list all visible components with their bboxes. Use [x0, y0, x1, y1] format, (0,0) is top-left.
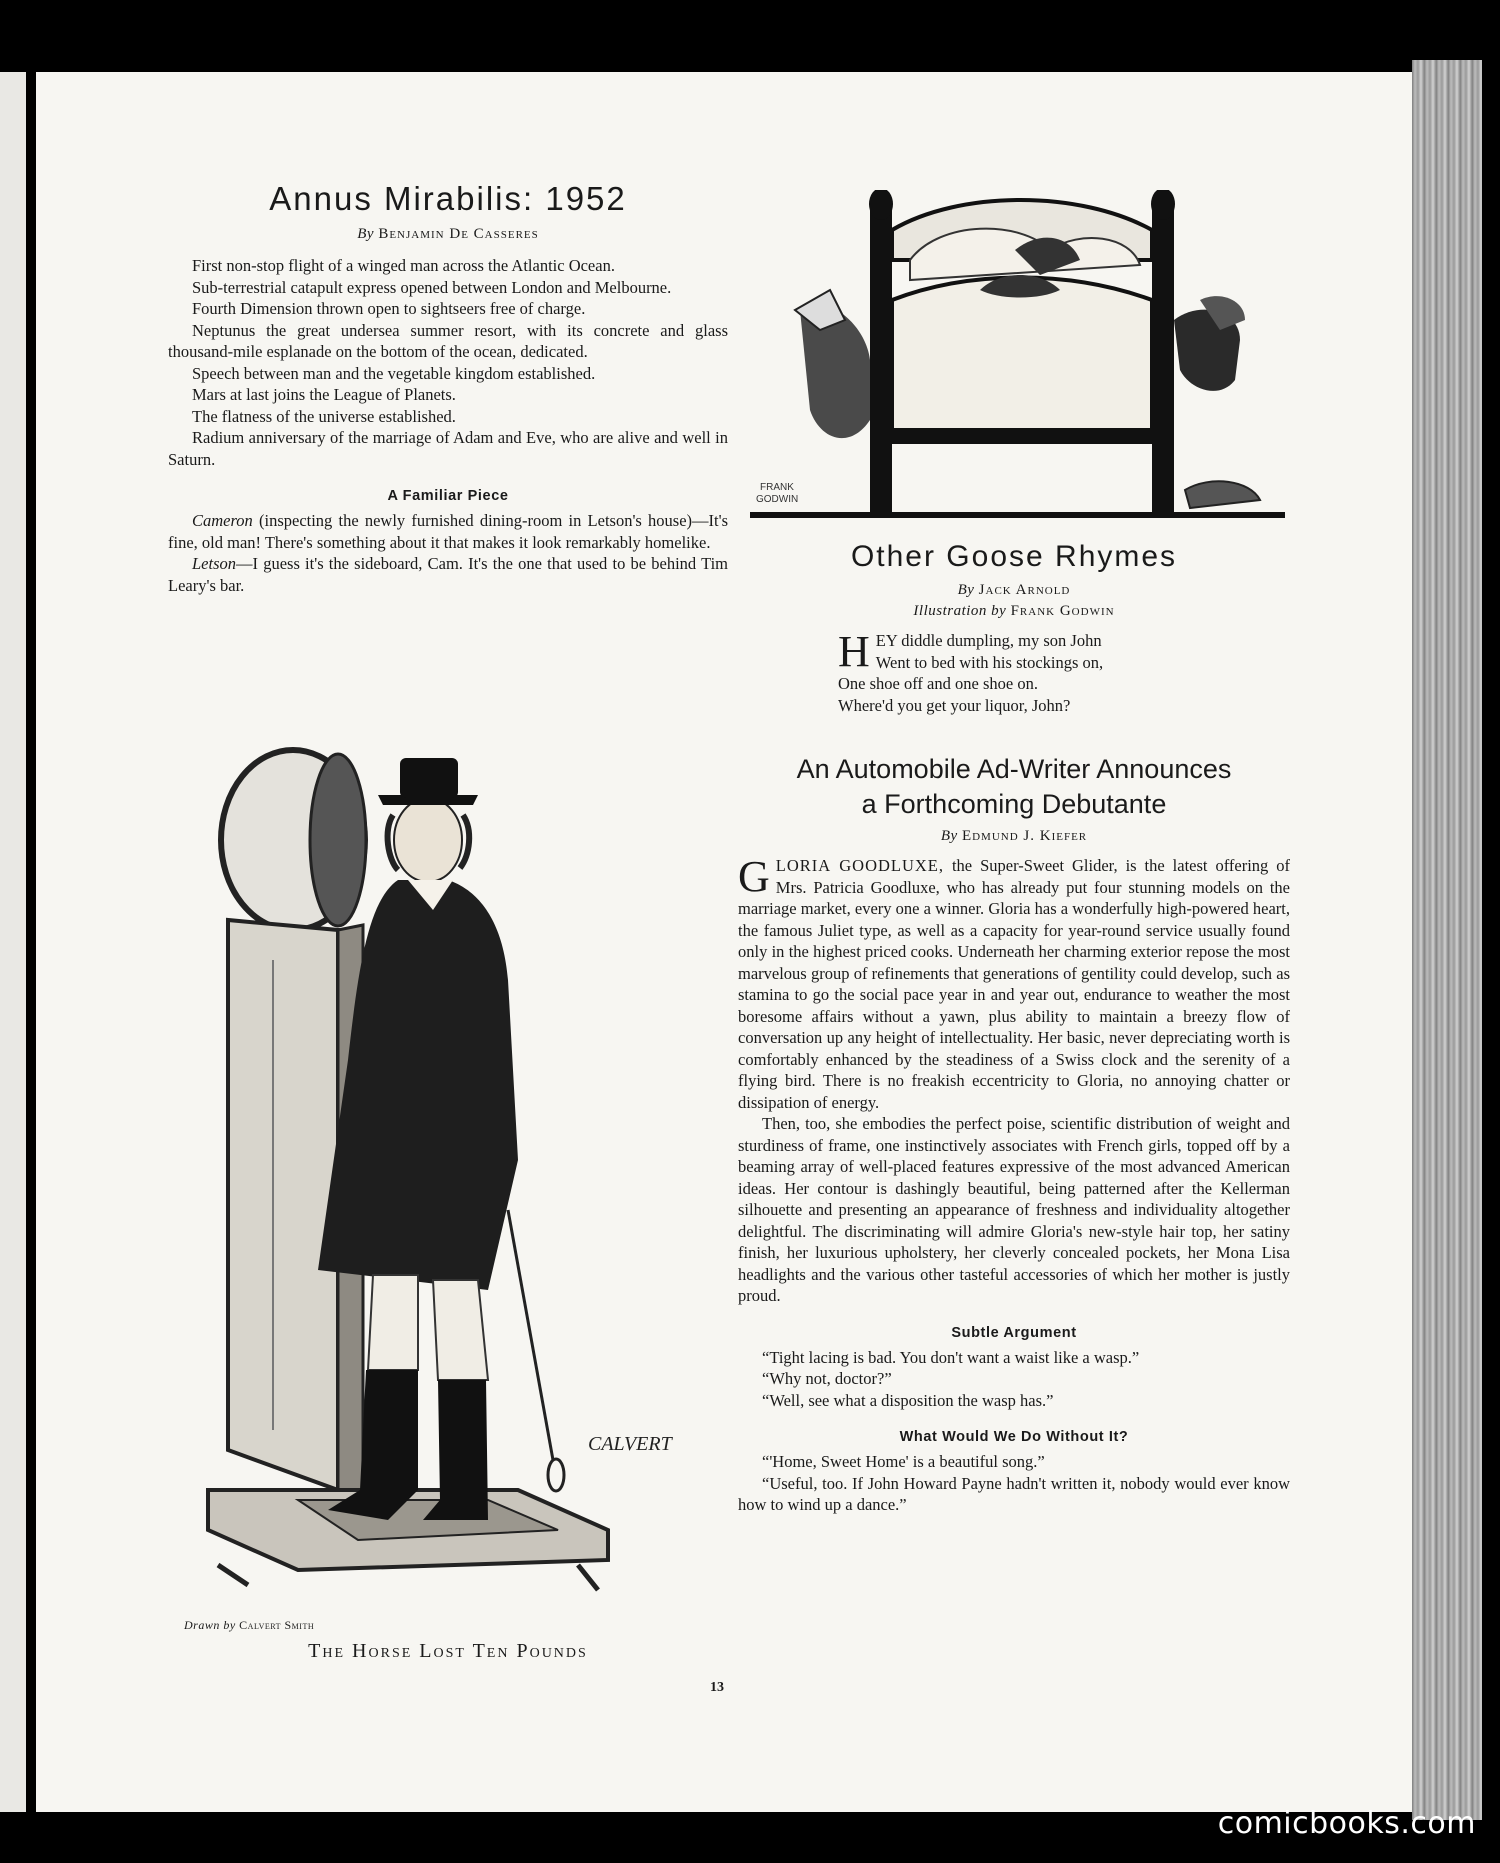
goose-title: Other Goose Rhymes	[850, 540, 1178, 573]
subtle-line: “Well, see what a disposition the wasp has.”	[762, 1390, 1054, 1410]
annus-paragraph: The flatness of the universe established.	[192, 406, 456, 426]
bed-drawing	[740, 190, 1292, 530]
goose-dropcap: H	[838, 627, 870, 676]
goose-illus-credit	[738, 603, 1290, 620]
annus-paragraphs	[168, 255, 728, 470]
auto-author: Edmund J. Kiefer	[961, 828, 1088, 844]
annus-by: By	[357, 226, 375, 242]
goose-author: Jack Arnold	[978, 582, 1071, 598]
subtle-lines	[738, 1347, 1290, 1412]
goose-line-2: Went to bed with his stockings on,	[875, 652, 1104, 672]
familiar-paragraph-1	[168, 510, 728, 553]
goose-illus-prefix: Illustration by	[913, 603, 1007, 619]
auto-section	[738, 752, 1290, 1516]
auto-dropcap: G	[738, 852, 770, 901]
auto-byline	[738, 828, 1290, 845]
book-fore-edge	[1412, 60, 1482, 1820]
auto-paragraph-2: Then, too, she embodies the perfect poise, scientific distribution of weight and sturdiness of frame, one instinctively associates with French girls, topped off by a beaming array of well-placed features expressive of the most advanced American ideas. Her contour is dashingly beautiful, being patterned after the Kellerman silhouette and presenting an appearance of freshness and individuality altogether delightful. The discriminating will admire Gloria's new-style hair top, her satiny finish, her luxurious upholstery, her cleverly concealed pockets, her Mona Lisa headlights and the various other tasteful accessories of which her mother is justly proud.	[738, 1114, 1290, 1305]
horse-signature: CALVERT	[588, 1433, 672, 1455]
page-number: 13	[710, 1680, 724, 1695]
annus-title: Annus Mirabilis: 1952	[269, 180, 627, 217]
bed-signature-2: GODWIN	[756, 494, 799, 505]
familiar-title: A Familiar Piece	[387, 488, 509, 504]
auto-by: By	[940, 828, 958, 844]
annus-author: Benjamin De Casseres	[378, 226, 539, 242]
horse-caption: The Horse Lost Ten Pounds	[308, 1640, 588, 1662]
without-line: “'Home, Sweet Home' is a beautiful song.”	[762, 1452, 1045, 1471]
without-title: What Would We Do Without It?	[899, 1429, 1129, 1445]
horse-credit	[184, 1618, 314, 1633]
subtle-title: Subtle Argument	[951, 1324, 1077, 1341]
auto-p1-rest: the Super-Sweet Glider, is the latest offering of Mrs. Patricia Goodluxe, who has already put four stunning models on the marriage market, every one a winner. Gloria has a wonderfully high-powered heart, the famous Juliet type, as well as a capacity for year-round service usually found only in the highest priced cooks. Underneath her charming exterior repose the most marvelous group of refinements that generations of gentility could develop, such as stamina to go the social pace year in and year out, endurance to weather the most boresome affairs without a yawn, plus ability to maintain a breezy flow of conversation up any height of intellectuality. Her basic, never depreciating worth is comfortably enhanced by the steadiness of a Swiss clock and the serenity of a flying bird. There is no freakish eccentricity to Gloria, no annoying chatter or dissipation of energy.	[738, 856, 1290, 1112]
bed-signature-1: FRANK	[760, 482, 794, 493]
annus-paragraph: First non-stop flight of a winged man across the Atlantic Ocean.	[192, 256, 615, 275]
goose-line-4: Where'd you get your liquor, John?	[838, 695, 1071, 715]
familiar-paragraph-2	[168, 553, 728, 596]
goose-section	[738, 540, 1290, 716]
familiar-speaker-1: Cameron	[192, 511, 253, 530]
bed-illustration	[740, 190, 1292, 530]
familiar-speaker-2: Letson	[192, 554, 237, 573]
left-column	[168, 180, 728, 596]
horse-credit-prefix: Drawn by	[184, 1618, 236, 1632]
goose-byline	[738, 582, 1290, 599]
auto-title-1: An Automobile Ad-Writer Announces	[796, 754, 1232, 784]
annus-paragraph: Speech between man and the vegetable kingdom established.	[192, 363, 596, 383]
goose-by: By	[957, 582, 975, 598]
horse-credit-artist: Calvert Smith	[239, 1618, 315, 1632]
without-lines	[738, 1451, 1290, 1516]
watermark: comicbooks.com	[1217, 1806, 1476, 1841]
annus-paragraph: Sub-terrestrial catapult express opened between London and Melbourne.	[192, 277, 672, 297]
subtle-line: “Tight lacing is bad. You don't want a waist like a wasp.”	[762, 1347, 1140, 1367]
familiar-text-1: (inspecting the newly furnished dining-room in Letson's house)—It's fine, old man! There's something about it that makes it look remarkably homelike.	[168, 511, 728, 552]
annus-byline	[168, 226, 728, 243]
annus-paragraph: Radium anniversary of the marriage of Adam and Eve, who are alive and well in Saturn.	[168, 428, 728, 469]
scale-rider-drawing	[188, 730, 688, 1610]
horse-illustration	[184, 730, 688, 1632]
auto-title-2: a Forthcoming Debutante	[861, 789, 1167, 819]
goose-line-3: One shoe off and one shoe on.	[838, 674, 1038, 693]
previous-page-edge	[0, 72, 26, 1812]
without-line: “Useful, too. If John Howard Payne hadn't written it, nobody would ever know how to wind up a dance.”	[738, 1473, 1290, 1514]
annus-paragraph: Mars at last joins the League of Planets.	[192, 385, 456, 404]
goose-line-1-text: EY diddle dumpling, my son John	[875, 631, 1102, 650]
annus-paragraph: Neptunus the great undersea summer resort, with its concrete and glass thousand-mile esplanade on the bottom of the ocean, dedicated.	[168, 320, 728, 361]
auto-paragraph-1	[738, 852, 1290, 1113]
goose-verse	[738, 627, 1290, 716]
auto-lead: LORIA GOODLUXE,	[775, 856, 945, 875]
annus-paragraph: Fourth Dimension thrown open to sightseers free of charge.	[192, 299, 586, 318]
familiar-text-2: —I guess it's the sideboard, Cam. It's the one that used to be behind Tim Leary's bar.	[168, 554, 728, 595]
subtle-line: “Why not, doctor?”	[762, 1369, 892, 1388]
goose-illus-artist: Frank Godwin	[1010, 603, 1115, 619]
